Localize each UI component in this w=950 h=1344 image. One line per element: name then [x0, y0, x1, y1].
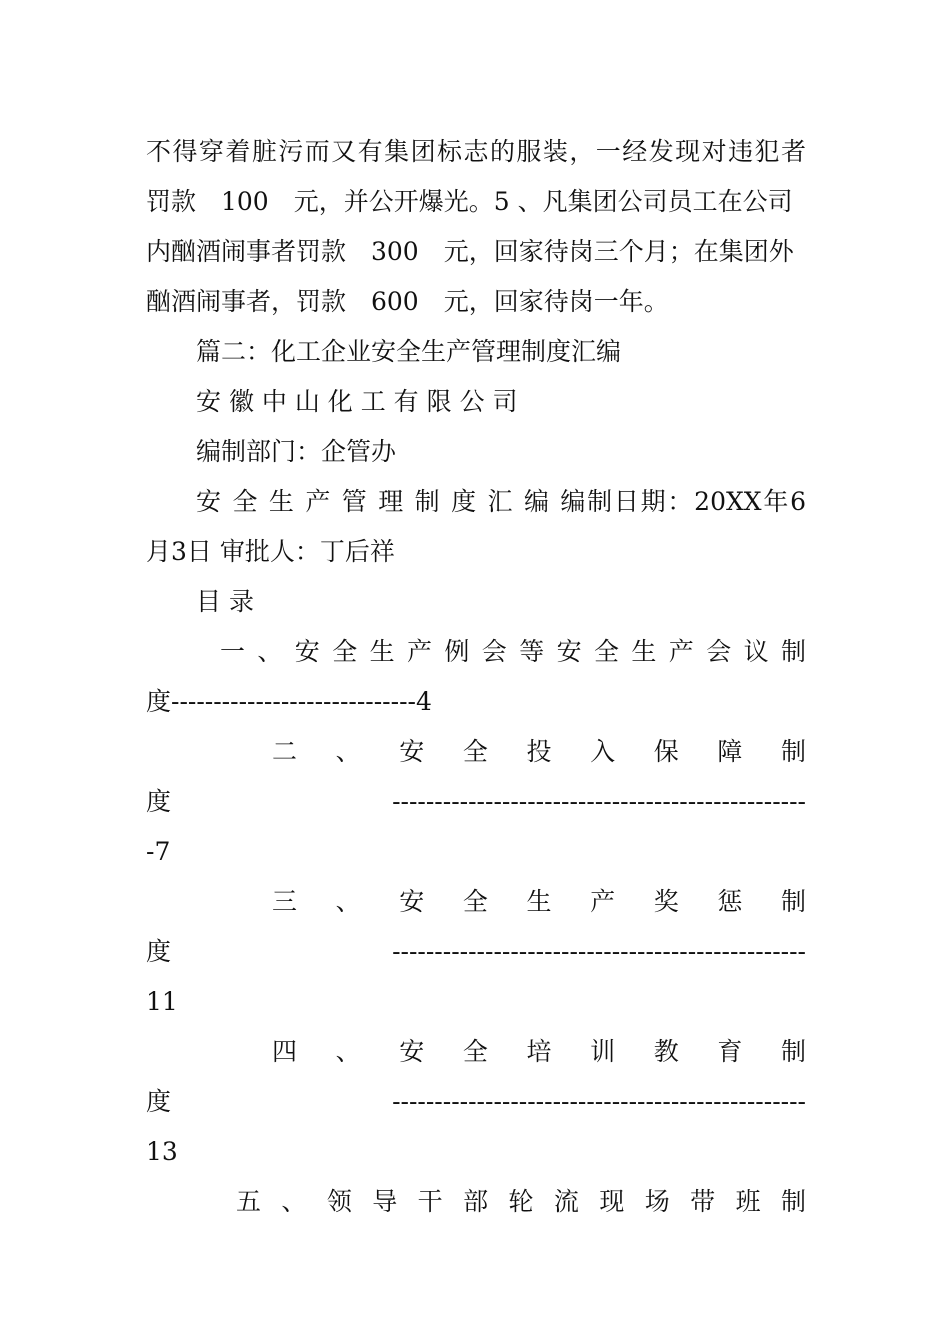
toc-entry-3-page: 11 — [146, 987, 178, 1016]
compile-info-line-2: 月3日 审批人：丁后祥 — [146, 537, 395, 566]
paragraph-line-1: 不得穿着脏污而又有集团标志的服装，一经发现对违犯者 — [146, 137, 806, 166]
company-name: 安 徽 中 山 化 工 有 限 公 司 — [196, 387, 518, 416]
paragraph-line-2: 罚款 100 元，并公开爆光。5 、凡集团公司员工在公司 — [146, 187, 793, 216]
toc-entry-4-page: 13 — [146, 1137, 178, 1166]
toc-title: 目 录 — [196, 587, 254, 616]
toc-entry-3-title: 三 、 安 全 生 产 奖 惩 制 — [272, 887, 806, 916]
toc-entry-1-leader: 度-----------------------------4 — [146, 687, 432, 716]
toc-entry-4-leader: 度 ------------------------------------------------- — [146, 1087, 806, 1116]
toc-entry-4-title: 四 、 安 全 培 训 教 育 制 — [272, 1037, 806, 1066]
toc-entry-3-leader: 度 ------------------------------------------------- — [146, 937, 806, 966]
section-heading: 篇二：化工企业安全生产管理制度汇编 — [196, 337, 622, 366]
toc-entry-2-leader: 度 ------------------------------------------------- — [146, 787, 806, 816]
toc-entry-5-title: 五 、 领 导 干 部 轮 流 现 场 带 班 制 — [236, 1187, 806, 1216]
toc-entry-2-title: 二 、 安 全 投 入 保 障 制 — [272, 737, 806, 766]
toc-entry-2-page: -7 — [146, 837, 171, 866]
compiling-department: 编制部门：企管办 — [196, 437, 397, 466]
compile-info-line-1: 安 全 生 产 管 理 制 度 汇 编 编制日期：20XX年6 — [196, 487, 806, 516]
toc-entry-1-title: 一 、 安 全 生 产 例 会 等 安 全 生 产 会 议 制 — [220, 637, 806, 666]
paragraph-line-3: 内酗酒闹事者罚款 300 元，回家待岗三个月；在集团外 — [146, 237, 794, 266]
paragraph-line-4: 酗酒闹事者，罚款 600 元，回家待岗一年。 — [146, 287, 669, 316]
